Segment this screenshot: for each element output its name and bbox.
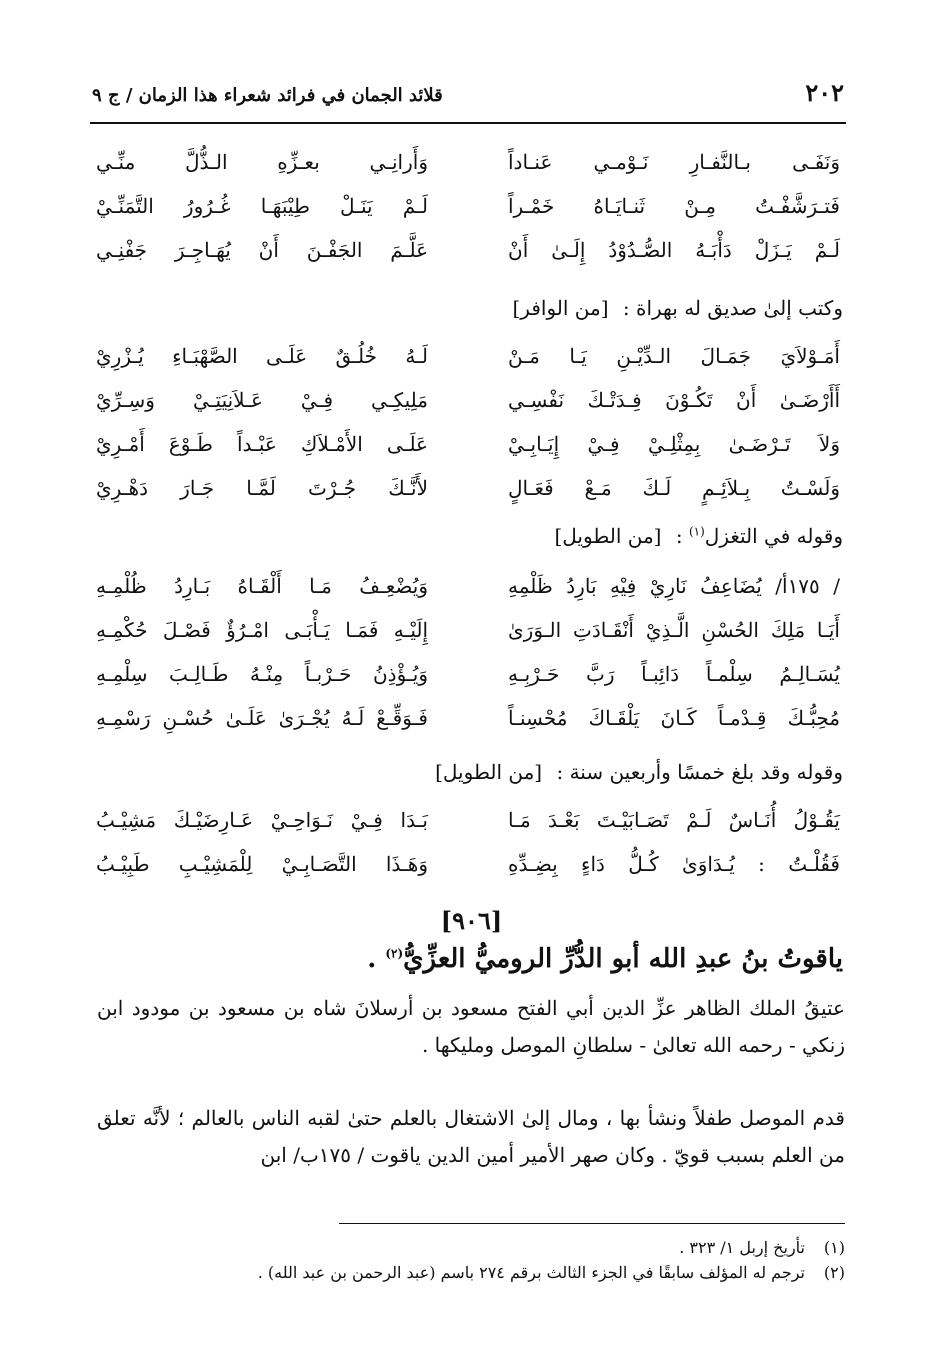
poem-intro bbox=[554, 524, 843, 548]
footnote-text: ترجم له المؤلف سابقًا في الجزء الثالث برقم ٢٧٤ باسم (عبد الرحمن بن عبد الله) . bbox=[257, 1263, 805, 1282]
verse bbox=[90, 184, 846, 228]
hemistich-second: عَلَّـمَ الجَفْـنَ أَنْ يُهَـاجِـرَ جَفْنِـي bbox=[96, 238, 428, 262]
meter-label: [من الطويل] bbox=[435, 760, 543, 784]
hemistich-second: وَهَـذَا التَّصَـابِـيْ لِلْمَشِيْـبِ طَبِيْـبُ bbox=[96, 852, 428, 876]
meter-label: [من الطويل] bbox=[554, 524, 662, 548]
verse bbox=[90, 334, 846, 378]
page-number: ٢٠٢ bbox=[805, 78, 844, 107]
hemistich-first: فَتـرَشَّفْـتُ مِـنْ ثَنـايَـاهُ خَمْـراً bbox=[508, 194, 840, 218]
hemistich-first: أَأَرْضَـىٰ أَنْ تَكُـوْنَ فِـدَتْـكَ نَفْسِـي bbox=[508, 388, 840, 412]
hemistich-second: لَـهُ خُلُـقٌ عَلَـى الصَّهْبَـاءِ يُـزْرِيْ bbox=[96, 344, 428, 368]
footnote-text: تأريخ إربل ١/ ٣٢٣ . bbox=[679, 1238, 805, 1257]
hemistich-first: فَقُلْـتُ : يُـدَاوَىٰ كُـلُّ دَاءٍ بِضِـدِّهِ bbox=[508, 852, 840, 876]
verse bbox=[90, 422, 846, 466]
verse bbox=[90, 696, 846, 740]
hemistich-second: بَـدَا فِـيْ نَـوَاحِـيْ عَـارِضَيْـكَ مَشِيْـبُ bbox=[96, 808, 428, 832]
intro-text: وقوله وقد بلغ خمسًا وأربعين سنة : bbox=[556, 760, 843, 784]
intro-text: وقوله في التغزل bbox=[704, 524, 843, 548]
footnote-number: (١) bbox=[823, 1238, 845, 1257]
verse bbox=[90, 378, 846, 422]
hemistich-first: وَلَسْـتُ بِـلاَئِـمٍ لَـكَ مَـعْ فَعَـالٍ bbox=[508, 476, 840, 500]
hemistich-first: وَنَفَـى بـالنَّفـارِ نَـوْمـي عَنـاداً bbox=[508, 150, 840, 174]
hemistich-first: مُحِبُّـكَ قِـدْمـاً كَـانَ يَلْقَـاكَ مُحْسِنـاً bbox=[508, 706, 840, 730]
meter-label: [من الوافر] bbox=[512, 296, 609, 320]
hemistich-second: وَيُـؤْذِنُ حَـرْبـاً مِنْـهُ طَـالِـبَ سِلْمِـهِ bbox=[96, 662, 428, 686]
hemistich-second: عَلَـى الأَمْـلاَكِ عَبْـداً طَـوْعَ أَمْـرِيْ bbox=[96, 432, 428, 456]
verse bbox=[90, 798, 846, 842]
verse bbox=[90, 564, 846, 608]
running-title: قلائد الجمان في فرائد شعراء هذا الزمان / ج ٩ bbox=[92, 85, 443, 106]
footnote-rule bbox=[339, 1223, 845, 1224]
footnote-number: (٢) bbox=[823, 1263, 845, 1282]
hemistich-first: لَـمْ يَـزَلْ دَأْبَـهُ الصُّـدُوْدُ إِلَـىٰ أَنْ bbox=[508, 238, 840, 262]
entry-title-text: ياقوتُ بنُ عبدِ الله أبو الدُّرِّ الروميُّ العزِّيُّ bbox=[403, 944, 843, 974]
poem-4 bbox=[90, 798, 846, 886]
verse bbox=[90, 228, 846, 272]
poem-3 bbox=[90, 564, 846, 740]
page-header bbox=[92, 78, 844, 107]
hemistich-second: مَلِيكِـي فِـيْ عَـلاَنِيَتِـيْ وَسِـرِّيْ bbox=[96, 388, 428, 412]
hemistich-second: وَأَرانِـي بعـزِّهِ الـذُّلَّ منِّـي bbox=[96, 150, 428, 174]
paragraph: قدم الموصل طفلاً ونشأ بها ، ومال إلىٰ الاشتغال بالعلم حتىٰ لقبه الناس بالعالم ؛ لأنَّه تعلق من العلم بسبب قويّ . وكان صهر الأمير أمين الدين ياقوت / ١٧٥ب/ ابن bbox=[97, 1106, 845, 1167]
hemistich-first: / ١٧٥أ/ يُضَاعِفُ نَارِيْ فِيْهِ بَارِدُ ظَلْمِهِ bbox=[508, 574, 840, 598]
footnote bbox=[97, 1238, 845, 1257]
hemistich-second: وَيُضْعِـفُ مَـا أَلْقَـاهُ بَـارِدُ ظُلْمِـهِ bbox=[96, 574, 428, 598]
verse bbox=[90, 140, 846, 184]
hemistich-second: فَـوَقِّـعْ لَـهُ يُجْـرَىٰ عَلَـىٰ حُسْـنِ رَسْمِـهِ bbox=[96, 706, 428, 730]
header-rule bbox=[90, 122, 846, 124]
hemistich-second: لَـمْ يَنَـلْ طِيْبَهَـا غُـرُورُ التَّمَنِّـيْ bbox=[96, 194, 428, 218]
intro-text: وكتب إلىٰ صديق له بهراة : bbox=[622, 296, 843, 320]
verse bbox=[90, 842, 846, 886]
entry-title: ياقوتُ بنُ عبدِ الله أبو الدُّرِّ الروميُّ العزِّيُّ$^{(٢)}$ . bbox=[367, 944, 843, 974]
footnote-ref: (٢) bbox=[385, 946, 404, 961]
hemistich-second: إِلَيْـهِ فَمَـا يَـأْبَـى امْـرُؤٌ فَصْـلَ حُكْمِـهِ bbox=[96, 618, 428, 642]
verse bbox=[90, 466, 846, 510]
poem-intro bbox=[435, 760, 843, 784]
footnote bbox=[97, 1263, 845, 1282]
entry-number: [٩٠٦] bbox=[440, 906, 503, 935]
poem-1 bbox=[90, 140, 846, 272]
footnotes bbox=[97, 1238, 845, 1288]
hemistich-first: يَقُـوْلُ أُنَـاسٌ لَـمْ تَصَـابَيْـتَ بَعْـدَ مَـا bbox=[508, 808, 840, 832]
hemistich-second: لأَنَّـكَ جُـرْتَ لَمَّـا جَـارَ دَهْـرِيْ bbox=[96, 476, 428, 500]
poem-2 bbox=[90, 334, 846, 510]
poem-intro bbox=[512, 296, 843, 320]
verse bbox=[90, 652, 846, 696]
footnote-ref: (١) bbox=[688, 524, 705, 539]
hemistich-first: وَلاَ تَـرْضَـىٰ بِمِثْلِـيْ فِـيْ إِيَـابِـيْ bbox=[508, 432, 840, 456]
hemistich-first: أَمَـوْلاَيَ جَمَـالَ الـدِّيْـنِ يَـا مَـنْ bbox=[508, 344, 840, 368]
intro-colon: : bbox=[675, 524, 689, 548]
hemistich-first: يُسَـالِـمُ سِلْمـاً دَائِبـاً رَبَّ حَـرْبِـهِ bbox=[508, 662, 840, 686]
hemistich-first: أَيَـا مَلِكَ الحُسْنِ الَّـذِيْ أَنْقَـادَتِ الـوَرَىٰ bbox=[508, 618, 840, 642]
paragraph: عتيقُ الملك الظاهر عزِّ الدين أبي الفتح مسعود بن أرسلانَ شاه بن مسعود بن مودود ابن زنكي - رحمه الله تعالىٰ - سلطانِ الموصل ومليكها . bbox=[97, 996, 845, 1057]
verse bbox=[90, 608, 846, 652]
